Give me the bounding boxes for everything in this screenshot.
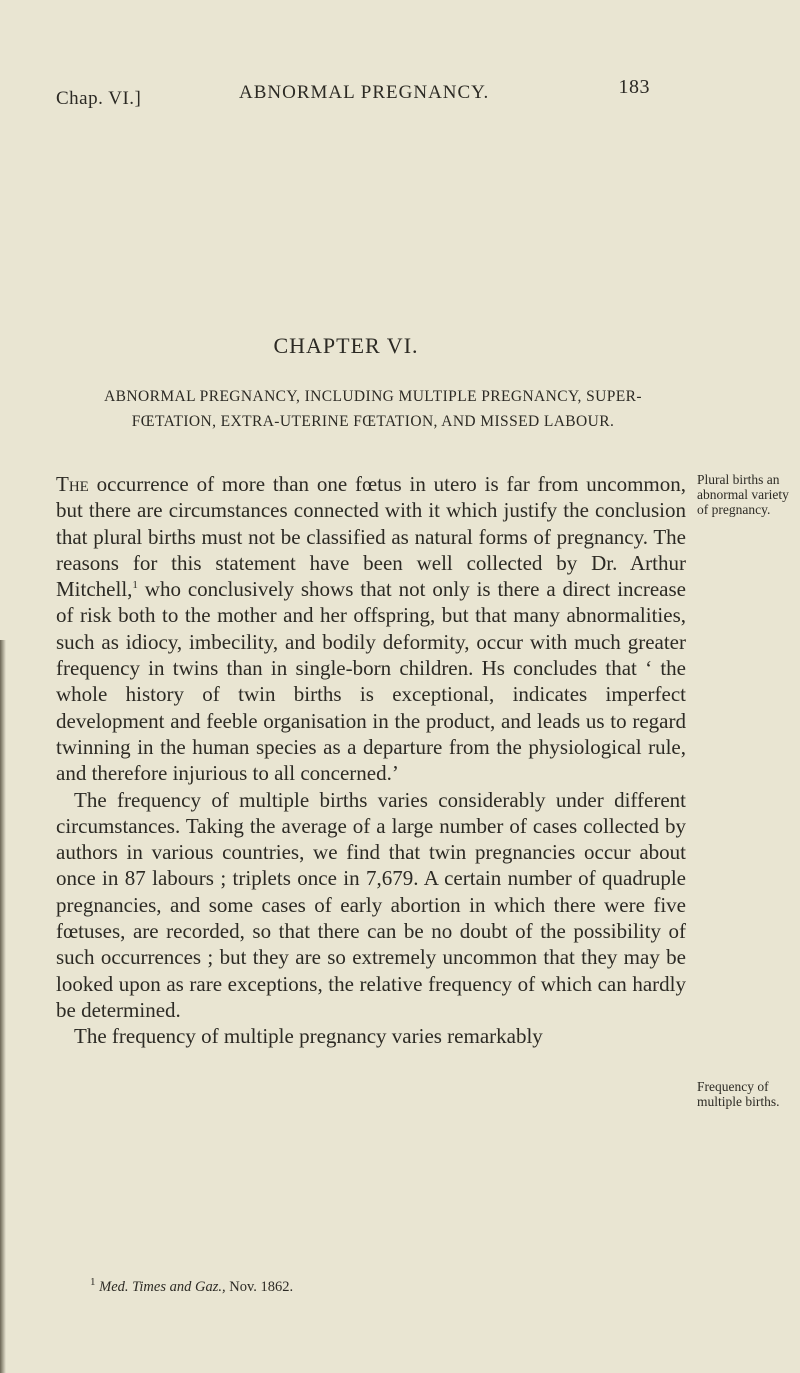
paragraph-1-text-a: occurrence of more than one fœtus in utero is far from uncommon, but there are circumstances connected with it which justify the conclusion that plural births must not be classified as natural forms of pregnancy. The reasons for this statement have been well collected by Dr. Arthur Mitchell,: [56, 472, 686, 602]
running-title: ABNORMAL PREGNANCY.: [239, 82, 490, 103]
chapter-heading: CHAPTER VI.: [273, 333, 419, 358]
footnote: [90, 1276, 294, 1296]
margin-note-plural-births: Plural births an abnormal variety of pregnancy.: [697, 472, 789, 517]
footnote-source: Med. Times and Gaz.,: [99, 1279, 226, 1295]
page-edge-shadow: [0, 640, 6, 1373]
chapter-subtitle: [58, 384, 688, 434]
paragraph-1-text-b: who conclusively shows that not only is there a direct increase of risk both to the mother and her offspring, but that many abnormalities, such as idiocy, imbecility, and bodily deformity, occur with much greater frequency in twins than in single-born children. Hs concludes that ‘ the whole history of twin births is exceptional, indicates imperfect development and feeble organisation in the product, and leads us to regard twinning in the human species as a departure from the physiological rule, and therefore injurious to all concerned.’: [56, 577, 686, 786]
body-text: [56, 471, 686, 1050]
footnote-date: Nov. 1862.: [225, 1279, 294, 1295]
paragraph-3: The frequency of multiple pregnancy varies remarkably: [74, 1024, 543, 1049]
footnote-reference: 1: [132, 579, 138, 592]
margin-note-frequency: Frequency of multiple births.: [697, 1079, 780, 1109]
chapter-subtitle-line-2: FŒTATION, EXTRA-UTERINE FŒTATION, AND MISSED LABOUR.: [131, 413, 615, 430]
paragraph-2: The frequency of multiple births varies considerably under different circumstances. Taking the average of a large number of cases collected by authors in various countries, we find that twin pregnancies occur about once in 87 labours ; triplets once in 7,679. A certain number of quadruple pregnancies, and some cases of early abortion in which there were five fœtuses, are recorded, so that there can be no doubt of the possibility of such occurrences ; but they are so extremely uncommon that they may be looked upon as rare exceptions, the relative frequency of which can hardly be determined.: [56, 787, 686, 1022]
chapter-subtitle-line-1: ABNORMAL PREGNANCY, INCLUDING MULTIPLE PREGNANCY, SUPER-: [104, 388, 642, 405]
footnote-marker: 1: [90, 1276, 96, 1289]
paragraph-lead-word: The: [56, 472, 89, 496]
paragraph-1: [56, 471, 686, 787]
chapter-reference: Chap. VI.]: [56, 88, 142, 109]
page-number: 183: [618, 76, 650, 98]
